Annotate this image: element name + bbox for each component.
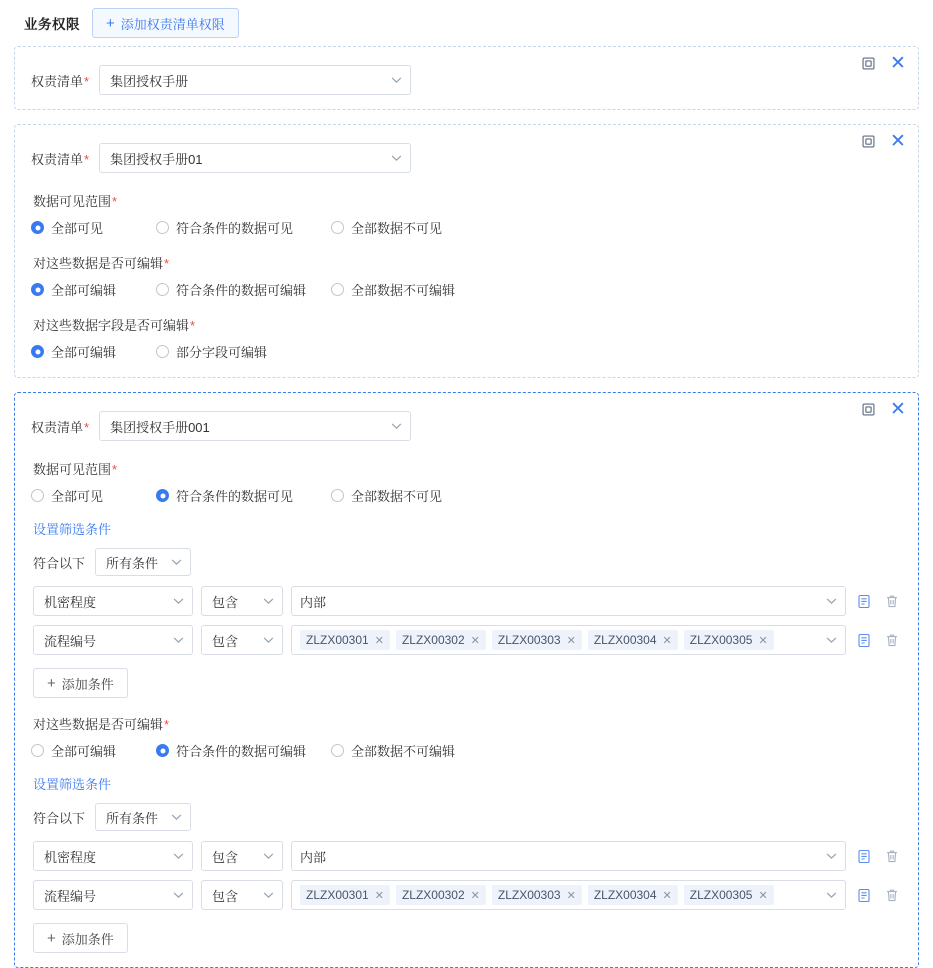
radio-visible-conditional[interactable]: 符合条件的数据可见 (156, 218, 331, 237)
radio-editable-none[interactable]: 全部数据不可编辑 (331, 280, 455, 299)
radio-visible-all[interactable]: 全部可见 (31, 486, 156, 505)
condition-attribute-select[interactable] (33, 625, 193, 655)
radio-dot (331, 283, 344, 296)
visible-match-mode-select[interactable] (95, 548, 191, 576)
chevron-down-icon (826, 637, 837, 644)
chevron-down-icon (826, 892, 837, 899)
add-condition-button[interactable] (33, 923, 128, 953)
chevron-down-icon (826, 598, 837, 605)
condition-row (31, 841, 902, 871)
condition-operator-select[interactable] (201, 841, 283, 871)
copy-icon[interactable] (861, 402, 876, 417)
visible-scope-label: 数据可见范围* (33, 462, 118, 477)
radio-dot (31, 489, 44, 502)
trash-icon[interactable] (882, 849, 902, 864)
chevron-down-icon (263, 853, 274, 860)
duty-list-label: 权责清单* (31, 73, 90, 89)
duty-list-value: 集团授权手册 (110, 73, 189, 89)
radio-dot (156, 283, 169, 296)
radio-dot (331, 489, 344, 502)
chevron-down-icon (171, 559, 182, 566)
condition-operator-select[interactable] (201, 586, 283, 616)
radio-dot (156, 345, 169, 358)
visible-scope-label: 数据可见范围* (33, 194, 118, 209)
value-tag[interactable]: ZLZX00301 ✕ (300, 885, 390, 905)
duty-list-field (31, 411, 902, 441)
tag-remove-icon[interactable]: ✕ (662, 889, 672, 902)
chevron-down-icon (391, 77, 402, 84)
condition-attribute-value: 流程编号 (44, 633, 97, 649)
editable-match-mode-select[interactable] (95, 803, 191, 831)
chevron-down-icon (263, 892, 274, 899)
editable-scope-label: 对这些数据是否可编辑* (33, 256, 170, 271)
condition-operator-select[interactable] (201, 625, 283, 655)
radio-editable-conditional[interactable]: 符合条件的数据可编辑 (156, 741, 331, 760)
page-title: 业务权限 (24, 17, 80, 32)
value-tag[interactable]: ZLZX00302 ✕ (396, 630, 486, 650)
condition-operator-value: 包含 (212, 888, 239, 904)
add-condition-label: 添加条件 (61, 676, 114, 692)
copy-icon[interactable] (861, 134, 876, 149)
editable-scope-radio-group (31, 741, 902, 760)
condition-attribute-value: 流程编号 (44, 888, 97, 904)
chevron-down-icon (171, 814, 182, 821)
add-duty-list-permission-label: 添加权责清单权限 (120, 16, 225, 32)
plus-icon: + (47, 674, 56, 692)
condition-operator-value: 包含 (212, 633, 239, 649)
radio-dot (31, 283, 44, 296)
radio-dot (156, 744, 169, 757)
duty-list-field (31, 143, 902, 173)
chevron-down-icon (173, 598, 184, 605)
condition-value-select[interactable] (291, 841, 846, 871)
editable-match-mode-value: 所有条件 (106, 810, 159, 826)
tag-remove-icon[interactable]: ✕ (566, 634, 576, 647)
radio-dot (31, 345, 44, 358)
chevron-down-icon (173, 892, 184, 899)
card-actions (861, 130, 906, 152)
condition-value-text: 内部 (300, 849, 327, 865)
condition-value-multiselect[interactable] (291, 625, 846, 655)
document-icon[interactable] (854, 594, 874, 609)
radio-visible-conditional[interactable]: 符合条件的数据可见 (156, 486, 331, 505)
radio-editable-all[interactable]: 全部可编辑 (31, 741, 156, 760)
value-tag[interactable]: ZLZX00304 ✕ (588, 885, 678, 905)
condition-attribute-select[interactable] (33, 841, 193, 871)
close-icon[interactable]: ✕ (890, 52, 906, 74)
close-icon[interactable]: ✕ (890, 130, 906, 152)
copy-icon[interactable] (861, 56, 876, 71)
condition-attribute-value: 机密程度 (44, 594, 97, 610)
editable-scope-label: 对这些数据是否可编辑* (33, 717, 170, 732)
permission-card (14, 392, 919, 968)
card-actions (861, 398, 906, 420)
chevron-down-icon (391, 423, 402, 430)
condition-attribute-select[interactable] (33, 586, 193, 616)
value-tag[interactable]: ZLZX00303 ✕ (492, 885, 582, 905)
visible-match-mode-value: 所有条件 (106, 555, 159, 571)
chevron-down-icon (173, 637, 184, 644)
value-tag[interactable]: ZLZX00302 ✕ (396, 885, 486, 905)
radio-dot (156, 221, 169, 234)
value-tag[interactable]: ZLZX00305 ✕ (684, 885, 774, 905)
radio-editable-conditional[interactable]: 符合条件的数据可编辑 (156, 280, 331, 299)
permission-card (14, 46, 919, 110)
condition-operator-value: 包含 (212, 849, 239, 865)
chevron-down-icon (173, 853, 184, 860)
value-tag[interactable]: ZLZX00301 ✕ (300, 630, 390, 650)
duty-list-select[interactable] (99, 411, 411, 441)
radio-dot (31, 221, 44, 234)
close-icon[interactable]: ✕ (890, 398, 906, 420)
radio-editable-none[interactable]: 全部数据不可编辑 (331, 741, 455, 760)
tag-remove-icon[interactable]: ✕ (470, 889, 480, 902)
permission-card (14, 124, 919, 378)
condition-row (31, 625, 902, 655)
chevron-down-icon (391, 155, 402, 162)
duty-list-select[interactable] (99, 143, 411, 173)
card-actions (861, 52, 906, 74)
visible-filter-match-row (33, 548, 902, 576)
field-editable-radio-group (31, 342, 902, 361)
radio-visible-none[interactable]: 全部数据不可见 (331, 218, 442, 237)
match-prefix-label: 符合以下 (33, 555, 86, 571)
tag-remove-icon[interactable]: ✕ (566, 889, 576, 902)
tag-remove-icon[interactable]: ✕ (470, 634, 480, 647)
document-icon[interactable] (854, 633, 874, 648)
tag-remove-icon[interactable]: ✕ (374, 889, 384, 902)
condition-attribute-select[interactable] (33, 880, 193, 910)
trash-icon[interactable] (882, 888, 902, 903)
value-tag[interactable]: ZLZX00303 ✕ (492, 630, 582, 650)
visible-scope-radio-group (31, 218, 902, 237)
editable-filter-title: 设置筛选条件 (33, 777, 112, 792)
panel-header (14, 0, 919, 46)
plus-icon: + (47, 929, 56, 947)
field-editable-scope-label: 对这些数据字段是否可编辑* (33, 318, 196, 333)
add-duty-list-permission-button[interactable] (92, 8, 239, 38)
tag-remove-icon[interactable]: ✕ (758, 634, 768, 647)
duty-list-label: 权责清单* (31, 151, 90, 167)
duty-list-select[interactable] (99, 65, 411, 95)
editable-scope-radio-group (31, 280, 902, 299)
condition-value-multiselect[interactable] (291, 880, 846, 910)
duty-list-value: 集团授权手册001 (110, 419, 210, 435)
radio-dot (31, 744, 44, 757)
radio-visible-none[interactable]: 全部数据不可见 (331, 486, 442, 505)
chevron-down-icon (826, 853, 837, 860)
radio-editable-all[interactable]: 全部可编辑 (31, 280, 156, 299)
condition-operator-value: 包含 (212, 594, 239, 610)
radio-visible-all[interactable]: 全部可见 (31, 218, 156, 237)
chevron-down-icon (263, 598, 274, 605)
document-icon[interactable] (854, 849, 874, 864)
add-condition-button[interactable] (33, 668, 128, 698)
document-icon[interactable] (854, 888, 874, 903)
value-tag[interactable]: ZLZX00304 ✕ (588, 630, 678, 650)
add-condition-label: 添加条件 (61, 931, 114, 947)
plus-icon: + (106, 14, 115, 32)
match-prefix-label: 符合以下 (33, 810, 86, 826)
visible-scope-radio-group (31, 486, 902, 505)
trash-icon[interactable] (882, 594, 902, 609)
tag-remove-icon[interactable]: ✕ (758, 889, 768, 902)
visible-filter-title: 设置筛选条件 (33, 522, 112, 537)
trash-icon[interactable] (882, 633, 902, 648)
condition-row (31, 880, 902, 910)
duty-list-label: 权责清单* (31, 419, 90, 435)
condition-attribute-value: 机密程度 (44, 849, 97, 865)
value-tag[interactable]: ZLZX00305 ✕ (684, 630, 774, 650)
condition-operator-select[interactable] (201, 880, 283, 910)
condition-row (31, 586, 902, 616)
radio-field-editable-partial[interactable]: 部分字段可编辑 (156, 342, 267, 361)
condition-value-select[interactable] (291, 586, 846, 616)
duty-list-field (31, 65, 902, 95)
tag-remove-icon[interactable]: ✕ (374, 634, 384, 647)
condition-value-text: 内部 (300, 594, 327, 610)
editable-filter-match-row (33, 803, 902, 831)
radio-field-editable-all[interactable]: 全部可编辑 (31, 342, 156, 361)
radio-dot (156, 489, 169, 502)
radio-dot (331, 744, 344, 757)
chevron-down-icon (263, 637, 274, 644)
tag-remove-icon[interactable]: ✕ (662, 634, 672, 647)
radio-dot (331, 221, 344, 234)
duty-list-value: 集团授权手册01 (110, 151, 203, 167)
